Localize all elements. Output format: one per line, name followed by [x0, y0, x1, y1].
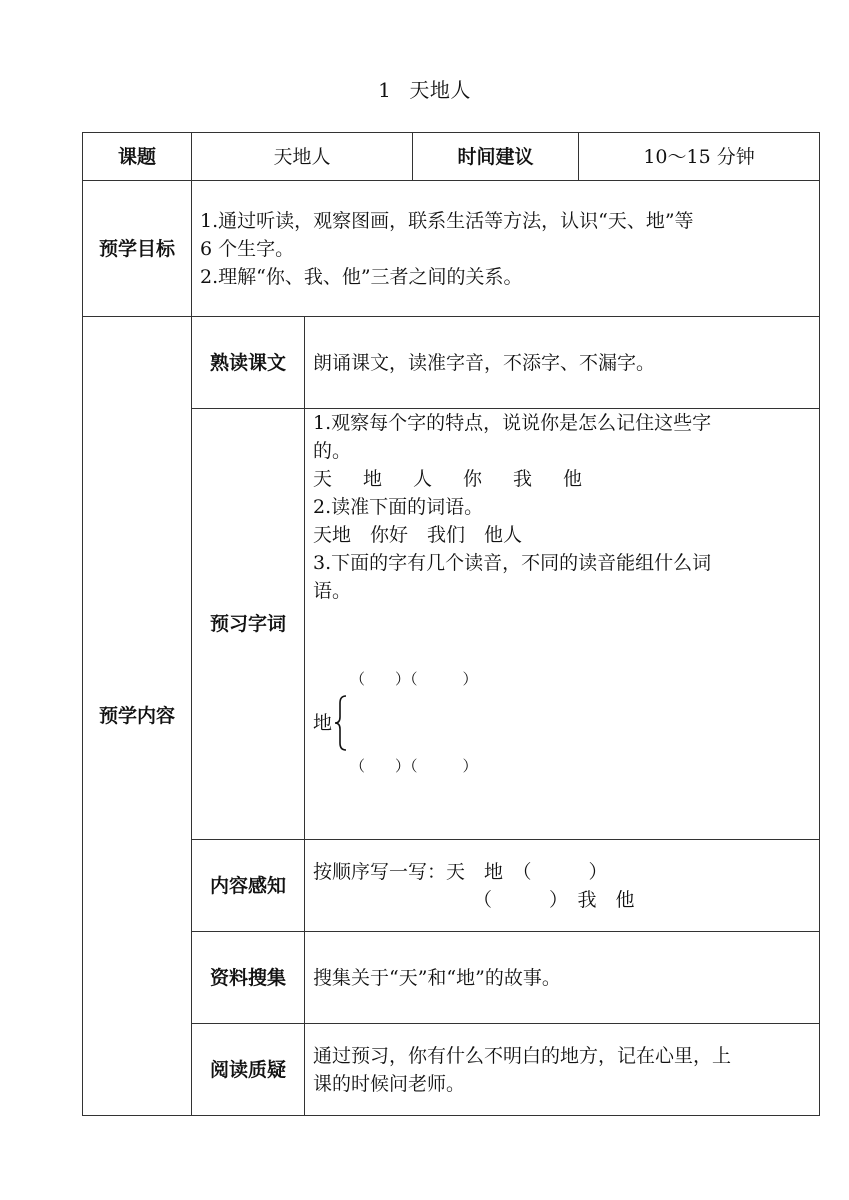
polyphone-group: [313, 607, 811, 839]
words-q2: 2.读准下面的词语。: [313, 496, 484, 518]
topic-value: 天地人: [192, 133, 413, 181]
question-row: [83, 1024, 820, 1116]
time-label: 时间建议: [413, 133, 579, 181]
polyphone-blanks: [350, 607, 478, 839]
document-title: [0, 74, 849, 103]
words-q3-line: 语。: [313, 580, 352, 602]
perception-row: [83, 840, 820, 932]
reading-row: [83, 317, 820, 409]
words-phrases: 天地 你好 我们 他人: [313, 524, 523, 546]
words-q1-line: 的。: [313, 440, 352, 462]
collect-text: 搜集关于“天”和“地”的故事。: [305, 932, 820, 1024]
words-label: 预习字词: [192, 409, 305, 840]
goals-line: 6 个生字。: [200, 237, 295, 260]
goals-label: 预学目标: [83, 181, 192, 317]
polyphone-blank-line: （ ）（ ）: [350, 757, 478, 775]
lesson-name: 天地人: [409, 78, 471, 102]
words-row: [83, 409, 820, 840]
preview-plan-table: [82, 132, 820, 1116]
words-chars: 天 地 人 你 我 他: [313, 468, 589, 490]
perception-label: 内容感知: [192, 840, 305, 932]
topic-label: 课题: [83, 133, 192, 181]
question-text: [305, 1024, 820, 1116]
question-line: 课的时候问老师。: [313, 1072, 466, 1095]
perception-line: 按顺序写一写：天 地 （ ）: [313, 860, 608, 883]
reading-text: 朗诵课文，读准字音，不添字、不漏字。: [305, 317, 820, 409]
polyphone-blank-line: （ ）（ ）: [350, 670, 478, 688]
goals-text: [192, 181, 820, 317]
question-label: 阅读质疑: [192, 1024, 305, 1116]
collect-row: [83, 932, 820, 1024]
goals-row: [83, 181, 820, 317]
time-value: 10～15 分钟: [579, 133, 820, 181]
words-text: [305, 409, 820, 840]
left-brace-icon: [334, 694, 348, 752]
perception-text: [305, 840, 820, 932]
collect-label: 资料搜集: [192, 932, 305, 1024]
polyphone-char: 地: [313, 712, 333, 734]
reading-label: 熟读课文: [192, 317, 305, 409]
words-q1-line: 1.观察每个字的特点，说说你是怎么记住这些字: [313, 412, 712, 434]
question-line: 通过预习，你有什么不明白的地方，记在心里，上: [313, 1044, 732, 1067]
lesson-number: 1: [378, 78, 392, 102]
goals-line: 1.通过听读，观察图画，联系生活等方法，认识“天、地”等: [200, 209, 694, 232]
words-q3-line: 3.下面的字有几个读音，不同的读音能组什么词: [313, 552, 712, 574]
perception-line: （ ） 我 他: [473, 888, 635, 911]
goals-line: 2.理解“你、我、他”三者之间的关系。: [200, 265, 523, 288]
header-row: [83, 133, 820, 181]
content-label: 预学内容: [83, 317, 192, 1116]
